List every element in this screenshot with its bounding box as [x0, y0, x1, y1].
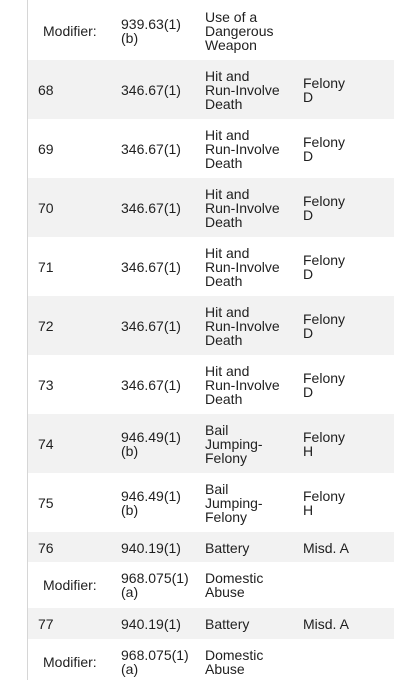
description-cell: Battery [205, 616, 250, 632]
description-cell: Battery [205, 540, 250, 556]
modifier-label: Modifier: [43, 577, 97, 593]
description-cell: Hit and Run-Involve Death [205, 304, 280, 348]
modifier-row [28, 562, 394, 608]
class-cell: Felony D [303, 311, 346, 341]
description-cell: Hit and Run-Involve Death [205, 363, 280, 407]
statute-cell: 346.67(1) [121, 82, 181, 98]
class-cell: Felony D [303, 134, 346, 164]
count-row [28, 178, 394, 237]
class-cell: Felony D [303, 252, 346, 282]
description-cell: Hit and Run-Involve Death [205, 68, 280, 112]
modifier-row [28, 0, 394, 60]
count-number: 69 [38, 141, 54, 157]
count-row [28, 296, 394, 355]
description-cell: Use of a Dangerous Weapon [205, 9, 274, 53]
count-row [28, 60, 394, 119]
count-number: 76 [38, 540, 54, 556]
statute-cell: 346.67(1) [121, 200, 181, 216]
count-row [28, 237, 394, 296]
statute-cell: 940.19(1) [121, 616, 181, 632]
count-number: 74 [38, 436, 54, 452]
count-row [28, 414, 394, 473]
statute-cell: 346.67(1) [121, 377, 181, 393]
count-row [28, 473, 394, 532]
statute-cell: 946.49(1) (b) [121, 488, 181, 518]
count-row [28, 608, 394, 639]
count-number: 72 [38, 318, 54, 334]
statute-cell: 940.19(1) [121, 540, 181, 556]
charges-table [28, 0, 394, 685]
statute-cell: 346.67(1) [121, 259, 181, 275]
count-number: 75 [38, 495, 54, 511]
class-cell: Felony D [303, 370, 346, 400]
description-cell: Hit and Run-Involve Death [205, 245, 280, 289]
description-cell: Hit and Run-Involve Death [205, 186, 280, 230]
count-row [28, 532, 394, 562]
count-row [28, 119, 394, 178]
statute-cell: 968.075(1) (a) [121, 570, 189, 600]
description-cell: Domestic Abuse [205, 570, 264, 600]
count-row [28, 355, 394, 414]
count-number: 77 [38, 616, 54, 632]
class-cell: Felony D [303, 193, 346, 223]
modifier-row [28, 639, 394, 685]
class-cell: Misd. A [303, 540, 349, 556]
count-number: 68 [38, 82, 54, 98]
statute-cell: 968.075(1) (a) [121, 647, 189, 677]
class-cell: Felony D [303, 75, 346, 105]
statute-cell: 946.49(1) (b) [121, 429, 181, 459]
statute-cell: 346.67(1) [121, 141, 181, 157]
statute-cell: 939.63(1) (b) [121, 16, 181, 46]
statute-cell: 346.67(1) [121, 318, 181, 334]
class-cell: Misd. A [303, 616, 349, 632]
description-cell: Bail Jumping- Felony [205, 422, 263, 466]
class-cell: Felony H [303, 488, 346, 518]
modifier-label: Modifier: [43, 23, 97, 39]
class-cell: Felony H [303, 429, 346, 459]
count-number: 73 [38, 377, 54, 393]
modifier-label: Modifier: [43, 654, 97, 670]
count-number: 70 [38, 200, 54, 216]
count-number: 71 [38, 259, 54, 275]
description-cell: Domestic Abuse [205, 647, 264, 677]
description-cell: Bail Jumping- Felony [205, 481, 263, 525]
description-cell: Hit and Run-Involve Death [205, 127, 280, 171]
